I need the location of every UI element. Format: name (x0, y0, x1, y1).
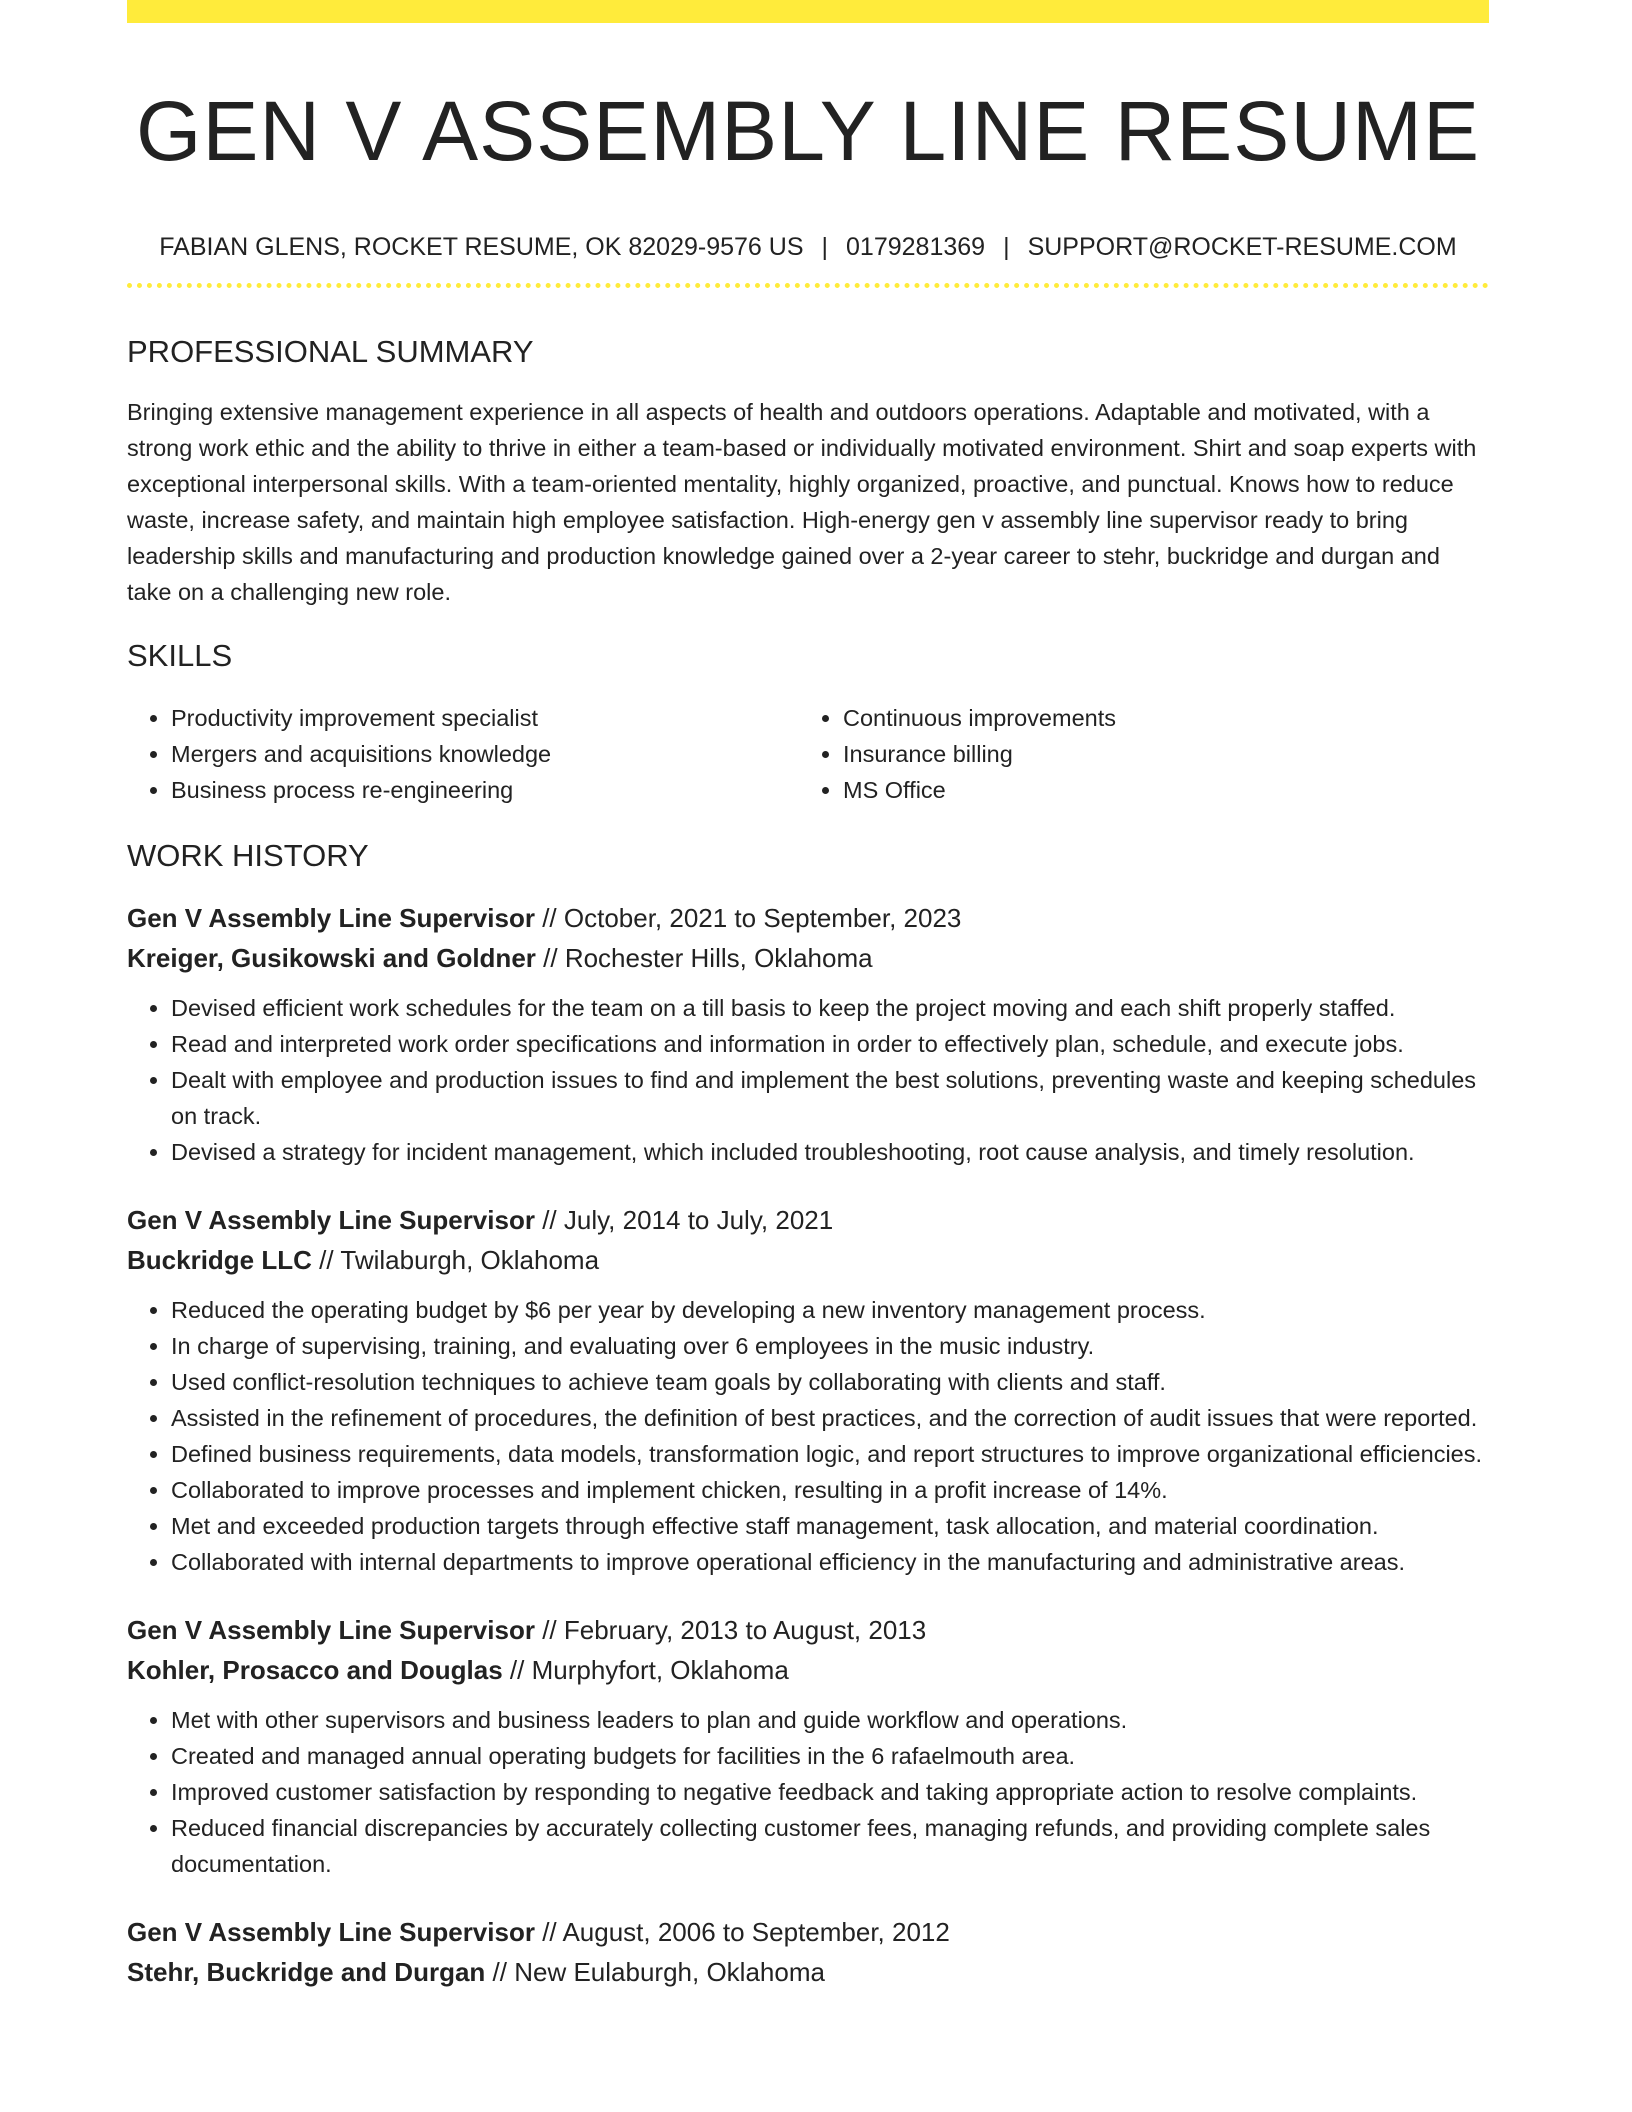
job-company-line (127, 1952, 1489, 1992)
job-title-line (127, 898, 1489, 938)
job-delimiter: // (319, 1245, 334, 1275)
job-delimiter: // (542, 1615, 557, 1645)
contact-separator: | (821, 233, 829, 261)
contact-separator: | (1003, 233, 1010, 261)
job-bullets (127, 990, 1489, 1170)
job-bullets (127, 1292, 1489, 1580)
contact-address: FABIAN GLENS, ROCKET RESUME, OK 82029-9576 US (159, 233, 804, 261)
job-entry (127, 898, 1489, 1170)
job-company-line (127, 938, 1489, 978)
job-delimiter: // (509, 1655, 525, 1685)
contact-email: SUPPORT@ROCKET-RESUME.COM (1027, 233, 1457, 261)
job-bullet: • Met with other supervisors and business leaders to plan and guide workflow and operations. (171, 1702, 1489, 1738)
job-title: Gen V Assembly Line Supervisor (127, 903, 535, 933)
job-company: Buckridge LLC (127, 1245, 312, 1275)
job-bullet: • Created and managed annual operating budgets for facilities in the 6 rafaelmouth area. (171, 1738, 1489, 1774)
contact-phone: 0179281369 (846, 233, 986, 261)
skills-heading: SKILLS (127, 638, 233, 673)
job-title: Gen V Assembly Line Supervisor (127, 1205, 535, 1235)
job-bullet: • Reduced financial discrepancies by accurately collecting customer fees, managing refunds, and providing complete sales documentation. (171, 1810, 1489, 1882)
work-history-heading: WORK HISTORY (127, 838, 369, 873)
job-dates: February, 2013 to August, 2013 (563, 1615, 927, 1645)
skills-grid (127, 700, 1489, 808)
skill-item: • Insurance billing (843, 736, 1471, 772)
skill-item: • Business process re-engineering (171, 772, 799, 808)
resume-title: GEN V ASSEMBLY LINE RESUME (136, 84, 1480, 178)
job-bullet: • Collaborated to improve processes and implement chicken, resulting in a profit increase of 14%. (171, 1472, 1489, 1508)
job-location: New Eulaburgh, Oklahoma (514, 1957, 825, 1987)
job-location: Twilaburgh, Oklahoma (340, 1245, 600, 1275)
skill-item: • Productivity improvement specialist (171, 700, 799, 736)
job-title-line (127, 1610, 1489, 1650)
summary-text: Bringing extensive management experience in all aspects of health and outdoors operations. Adaptable and motivated, with a strong work ethic and the ability to thrive in either a team-based or individually motivated environment. Shirt and soap experts with exceptional interpersonal skills. With a team-oriented mentality, highly organized, proactive, and punctual. Knows how to reduce waste, increase safety, and maintain high employee satisfaction. High-energy gen v assembly line supervisor ready to bring leadership skills and manufacturing and production knowledge gained over a 2-year career to stehr, buckridge and durgan and take on a challenging new role. (127, 399, 1477, 605)
job-company: Kreiger, Gusikowski and Goldner (127, 943, 536, 973)
job-dates: July, 2014 to July, 2021 (563, 1205, 834, 1235)
job-location: Murphyfort, Oklahoma (531, 1655, 789, 1685)
job-entry (127, 1200, 1489, 1580)
skills-list-left (127, 700, 799, 808)
dotted-divider (127, 283, 1489, 288)
resume-content (127, 23, 1489, 1992)
job-delimiter: // (542, 1917, 557, 1947)
job-bullet: • Defined business requirements, data models, transformation logic, and report structures to improve organizational efficiencies. (171, 1436, 1489, 1472)
job-delimiter: // (492, 1957, 507, 1987)
job-company: Kohler, Prosacco and Douglas (127, 1655, 503, 1685)
job-dates: August, 2006 to September, 2012 (562, 1917, 950, 1947)
job-bullet: • In charge of supervising, training, and evaluating over 6 employees in the music industry. (171, 1328, 1489, 1364)
skill-item: • Continuous improvements (843, 700, 1471, 736)
job-title: Gen V Assembly Line Supervisor (127, 1615, 535, 1645)
job-company-line (127, 1240, 1489, 1280)
job-delimiter: // (542, 1205, 557, 1235)
job-delimiter: // (542, 903, 557, 933)
top-accent-bar (127, 0, 1489, 23)
job-bullets (127, 1702, 1489, 1882)
job-bullet: • Assisted in the refinement of procedures, the definition of best practices, and the correction of audit issues that were reported. (171, 1400, 1489, 1436)
job-bullet: • Used conflict-resolution techniques to achieve team goals by collaborating with clients and staff. (171, 1364, 1489, 1400)
job-title: Gen V Assembly Line Supervisor (127, 1917, 535, 1947)
job-bullet: • Reduced the operating budget by $6 per year by developing a new inventory management process. (171, 1292, 1489, 1328)
job-entry (127, 1912, 1489, 1992)
skill-item: • Mergers and acquisitions knowledge (171, 736, 799, 772)
job-bullet: • Collaborated with internal departments to improve operational efficiency in the manufacturing and administrative areas. (171, 1544, 1489, 1580)
skill-item: • MS Office (843, 772, 1471, 808)
job-bullet: • Devised a strategy for incident management, which included troubleshooting, root cause analysis, and timely resolution. (171, 1134, 1489, 1170)
skills-list-right (799, 700, 1471, 808)
job-bullet: • Improved customer satisfaction by responding to negative feedback and taking appropriate action to resolve complaints. (171, 1774, 1489, 1810)
job-company: Stehr, Buckridge and Durgan (127, 1957, 486, 1987)
job-title-line (127, 1912, 1489, 1952)
job-dates: October, 2021 to September, 2023 (563, 903, 962, 933)
job-bullet: • Dealt with employee and production issues to find and implement the best solutions, preventing waste and keeping schedules on track. (171, 1062, 1489, 1134)
job-company-line (127, 1650, 1489, 1690)
job-delimiter: // (543, 943, 558, 973)
job-location: Rochester Hills, Oklahoma (564, 943, 873, 973)
job-bullet: • Devised efficient work schedules for the team on a till basis to keep the project moving and each shift properly staffed. (171, 990, 1489, 1026)
job-entry (127, 1610, 1489, 1882)
contact-line (127, 231, 1489, 263)
job-title-line (127, 1200, 1489, 1240)
summary-heading: PROFESSIONAL SUMMARY (127, 334, 534, 369)
job-bullet: • Met and exceeded production targets through effective staff management, task allocation, and material coordination. (171, 1508, 1489, 1544)
job-bullet: • Read and interpreted work order specifications and information in order to effectively plan, schedule, and execute jobs. (171, 1026, 1489, 1062)
